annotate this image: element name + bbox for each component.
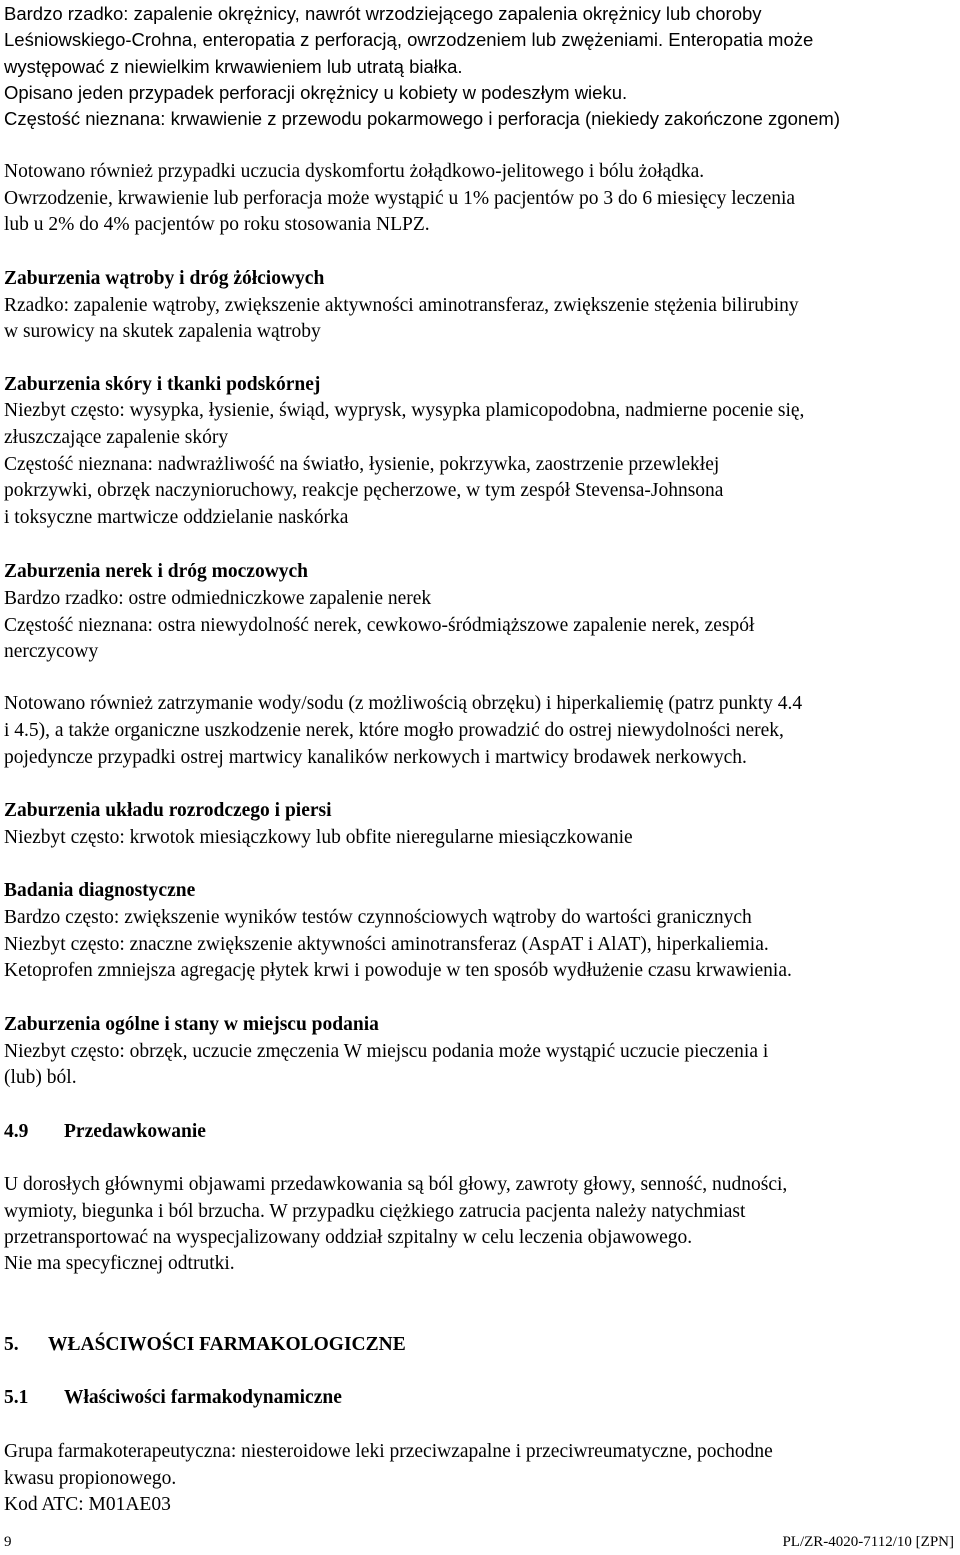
- section-heading-liver: Zaburzenia wątroby i dróg żółciowych: [4, 268, 325, 289]
- diagnostics-line: Niezbyt często: znaczne zwiększenie aktywności aminotransferaz (AspAT i AlAT), hiperkaliemia.: [4, 934, 769, 955]
- liver-line: Rzadko: zapalenie wątroby, zwiększenie aktywności aminotransferaz, zwiększenie stężenia bilirubiny: [4, 295, 799, 316]
- document-code: PL/ZR-4020-7112/10 [ZPN]: [782, 1534, 954, 1550]
- section-title: WŁAŚCIWOŚCI FARMAKOLOGICZNE: [48, 1334, 406, 1355]
- reproductive-line: Niezbyt często: krwotok miesiączkowy lub obfite nieregularne miesiączkowanie: [4, 827, 633, 848]
- overdose-line: Nie ma specyficznej odtrutki.: [4, 1253, 235, 1274]
- section-heading-5-1: [4, 1385, 342, 1411]
- kidney-note-line: Notowano również zatrzymanie wody/sodu (z możliwością obrzęku) i hiperkaliemię (patrz punkty 4.4: [4, 693, 803, 714]
- section-heading-reproductive: Zaburzenia układu rozrodczego i piersi: [4, 800, 332, 821]
- skin-line: i toksyczne martwicze oddzielanie naskórka: [4, 507, 349, 528]
- pharmacodynamics-line: kwasu propionowego.: [4, 1468, 177, 1489]
- pharmacodynamics-line: Kod ATC: M01AE03: [4, 1494, 171, 1515]
- section-number: 5.: [4, 1334, 19, 1355]
- skin-line: złuszczające zapalenie skóry: [4, 427, 229, 448]
- intro-line: Opisano jeden przypadek perforacji okrężnicy u kobiety w podeszłym wieku.: [4, 82, 628, 103]
- pharmacodynamics-line: Grupa farmakoterapeutyczna: niesteroidowe leki przeciwzapalne i przeciwreumatyczne, pochodne: [4, 1441, 773, 1462]
- liver-line: w surowicy na skutek zapalenia wątroby: [4, 321, 321, 342]
- section-heading-diagnostics: Badania diagnostyczne: [4, 880, 196, 901]
- intro-line: Częstość nieznana: krwawienie z przewodu pokarmowego i perforacja (niekiedy zakończone zgonem): [4, 108, 841, 129]
- section-heading-general: Zaburzenia ogólne i stany w miejscu podania: [4, 1014, 379, 1035]
- kidney-line: Bardzo rzadko: ostre odmiedniczkowe zapalenie nerek: [4, 588, 432, 609]
- skin-line: Częstość nieznana: nadwrażliwość na światło, łysienie, pokrzywka, zaostrzenie przewlekłej: [4, 454, 720, 475]
- general-line: Niezbyt często: obrzęk, uczucie zmęczenia W miejscu podania może wystąpić uczucie pieczenia i: [4, 1041, 769, 1062]
- section-heading-overdose: [4, 1119, 206, 1145]
- section-title: Właściwości farmakodynamiczne: [64, 1387, 342, 1408]
- skin-line: Niezbyt często: wysypka, łysienie, świąd, wyprysk, wysypka plamicopodobna, nadmierne pocenie się,: [4, 400, 805, 421]
- gi-note-line: Notowano również przypadki uczucia dyskomfortu żołądkowo-jelitowego i bólu żołądka.: [4, 161, 705, 182]
- overdose-line: wymioty, biegunka i ból brzucha. W przypadku ciężkiego zatrucia pacjenta należy natychmiast: [4, 1201, 746, 1222]
- gi-note-line: Owrzodzenie, krwawienie lub perforacja może wystąpić u 1% pacjentów po 3 do 6 miesięcy leczenia: [4, 188, 796, 209]
- overdose-line: przetransportować na wyspecjalizowany oddział szpitalny w celu leczenia objawowego.: [4, 1227, 693, 1248]
- section-heading-5: [4, 1332, 406, 1358]
- gi-note-line: lub u 2% do 4% pacjentów po roku stosowania NLPZ.: [4, 214, 430, 235]
- kidney-note-line: pojedyncze przypadki ostrej martwicy kanalików nerkowych i martwicy brodawek nerkowych.: [4, 747, 747, 768]
- section-number: 4.9: [4, 1121, 29, 1142]
- skin-line: pokrzywki, obrzęk naczynioruchowy, reakcje pęcherzowe, w tym zespół Stevensa-Johnsona: [4, 480, 724, 501]
- section-title: Przedawkowanie: [64, 1121, 206, 1142]
- general-line: (lub) ból.: [4, 1067, 77, 1088]
- diagnostics-line: Bardzo często: zwiększenie wyników testów czynnościowych wątroby do wartości granicznych: [4, 907, 752, 928]
- overdose-line: U dorosłych głównymi objawami przedawkowania są ból głowy, zawroty głowy, senność, nudności,: [4, 1174, 788, 1195]
- diagnostics-line: Ketoprofen zmniejsza agregację płytek krwi i powoduje w ten sposób wydłużenie czasu krwawienia.: [4, 960, 792, 981]
- section-heading-skin: Zaburzenia skóry i tkanki podskórnej: [4, 374, 321, 395]
- kidney-line: nerczycowy: [4, 641, 99, 662]
- section-number: 5.1: [4, 1387, 29, 1408]
- intro-line: Leśniowskiego-Crohna, enteropatia z perforacją, owrzodzeniem lub zwężeniami. Enteropatia może: [4, 29, 814, 50]
- intro-line: Bardzo rzadko: zapalenie okrężnicy, nawrót wrzodziejącego zapalenia okrężnicy lub choroby: [4, 3, 762, 24]
- kidney-note-line: i 4.5), a także organiczne uszkodzenie nerek, które mogło prowadzić do ostrej niewydolności nerek,: [4, 720, 784, 741]
- kidney-line: Częstość nieznana: ostra niewydolność nerek, cewkowo-śródmiąższowe zapalenie nerek, zespół: [4, 615, 755, 636]
- intro-line: występować z niewielkim krwawieniem lub utratą białka.: [4, 56, 463, 77]
- page-number: 9: [4, 1534, 12, 1550]
- section-heading-kidney: Zaburzenia nerek i dróg moczowych: [4, 561, 309, 582]
